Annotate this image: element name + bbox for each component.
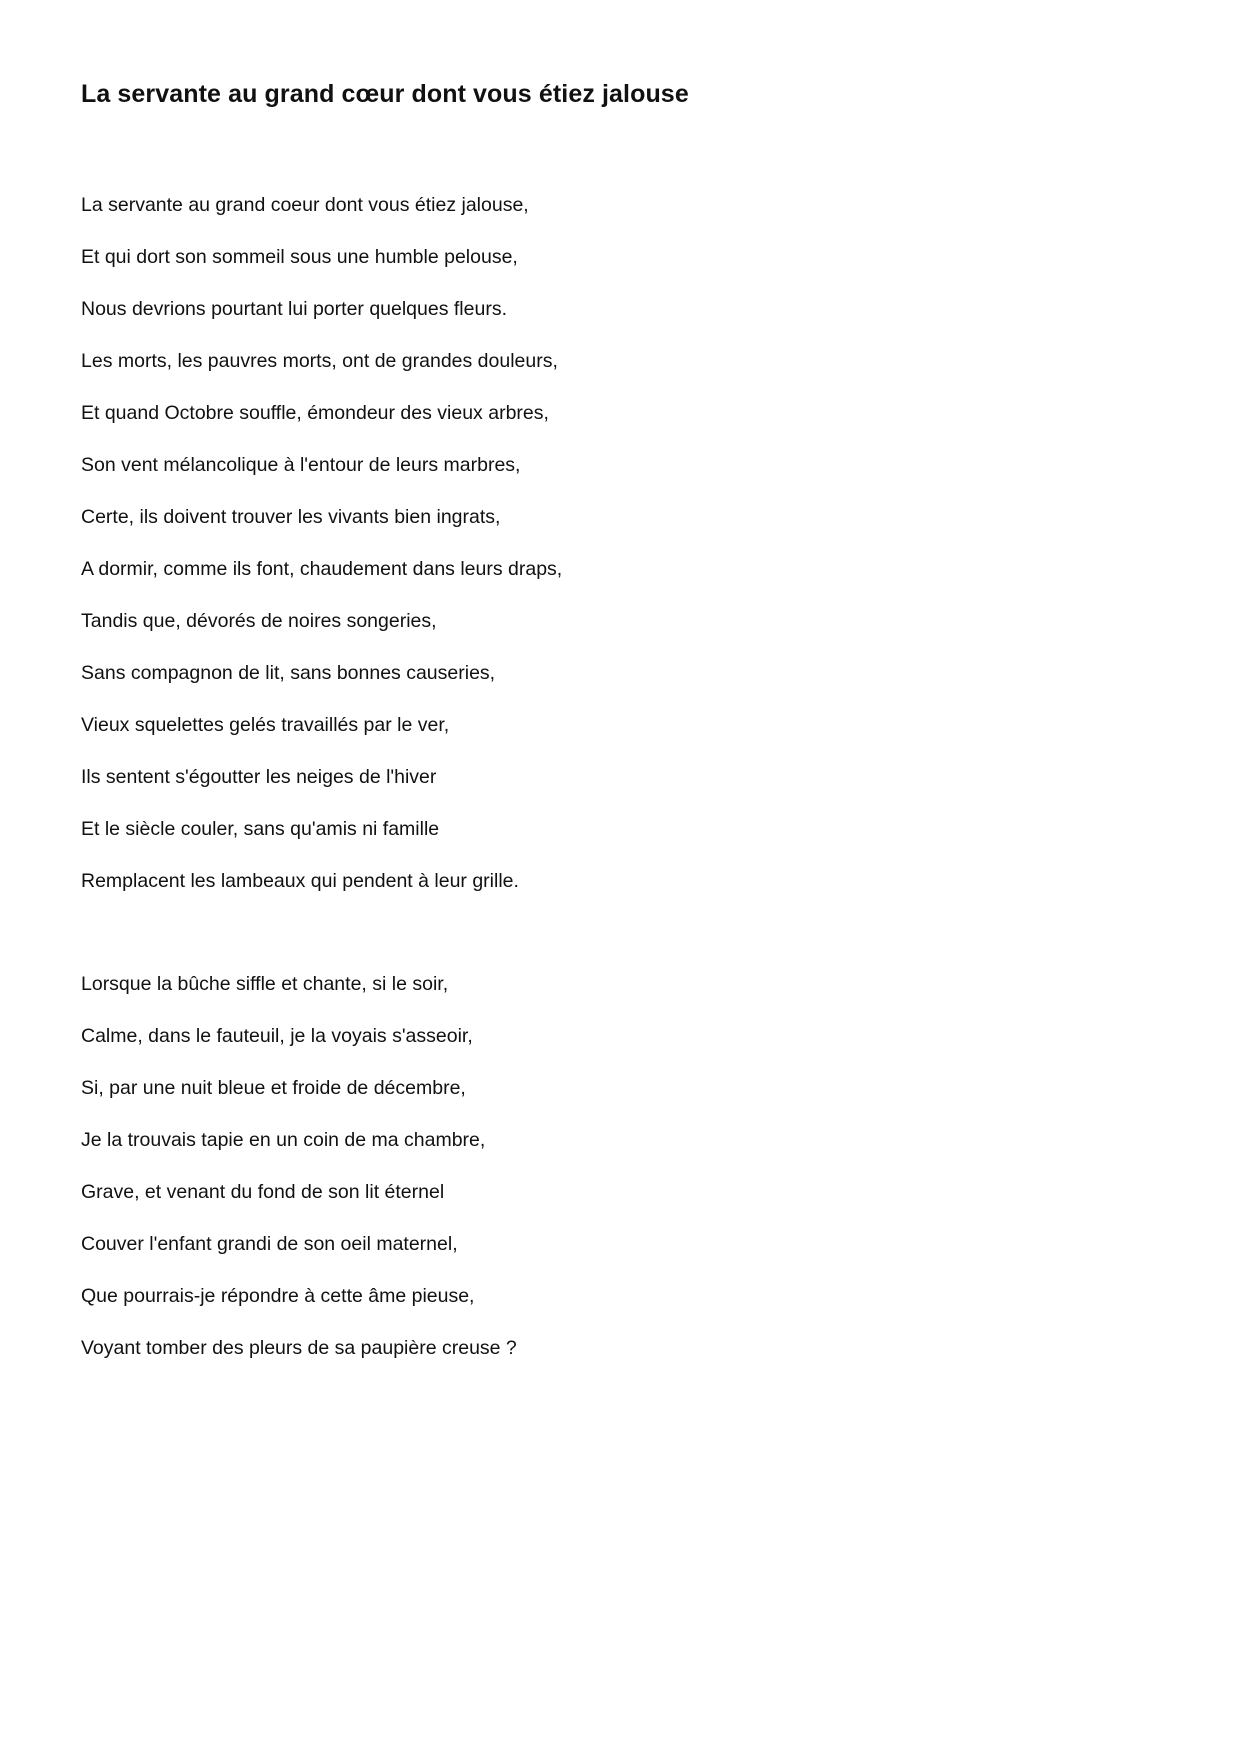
stanza-1 [81, 191, 562, 919]
poem-line: Si, par une nuit bleue et froide de décembre, [81, 1077, 466, 1099]
poem-line: Nous devrions pourtant lui porter quelques fleurs. [81, 298, 507, 320]
poem-line: Je la trouvais tapie en un coin de ma chambre, [81, 1129, 486, 1151]
poem-line: Ils sentent s'égoutter les neiges de l'hiver [81, 766, 437, 788]
poem-line: Couver l'enfant grandi de son oeil maternel, [81, 1233, 458, 1255]
poem-line: Tandis que, dévorés de noires songeries, [81, 610, 437, 632]
poem-line: Que pourrais-je répondre à cette âme pieuse, [81, 1285, 475, 1307]
poem-line: Grave, et venant du fond de son lit éternel [81, 1181, 445, 1203]
poem-line: Et le siècle couler, sans qu'amis ni famille [81, 818, 440, 840]
poem-line: Remplacent les lambeaux qui pendent à leur grille. [81, 870, 519, 892]
poem-line: Son vent mélancolique à l'entour de leurs marbres, [81, 454, 521, 476]
poem-line: Voyant tomber des pleurs de sa paupière creuse ? [81, 1337, 517, 1359]
stanza-2 [81, 970, 517, 1386]
poem-line: Vieux squelettes gelés travaillés par le ver, [81, 714, 450, 736]
poem-line: La servante au grand coeur dont vous étiez jalouse, [81, 194, 529, 216]
poem-line: Certe, ils doivent trouver les vivants bien ingrats, [81, 506, 501, 528]
poem-line: Calme, dans le fauteuil, je la voyais s'asseoir, [81, 1025, 473, 1047]
poem-line: Les morts, les pauvres morts, ont de grandes douleurs, [81, 350, 558, 372]
poem-line: Sans compagnon de lit, sans bonnes causeries, [81, 662, 496, 684]
poem-line: Et qui dort son sommeil sous une humble pelouse, [81, 246, 518, 268]
poem-title: La servante au grand cœur dont vous étiez jalouse [81, 80, 689, 108]
poem-line: A dormir, comme ils font, chaudement dans leurs draps, [81, 558, 563, 580]
poem-line: Et quand Octobre souffle, émondeur des vieux arbres, [81, 402, 549, 424]
poem-line: Lorsque la bûche siffle et chante, si le soir, [81, 973, 449, 995]
